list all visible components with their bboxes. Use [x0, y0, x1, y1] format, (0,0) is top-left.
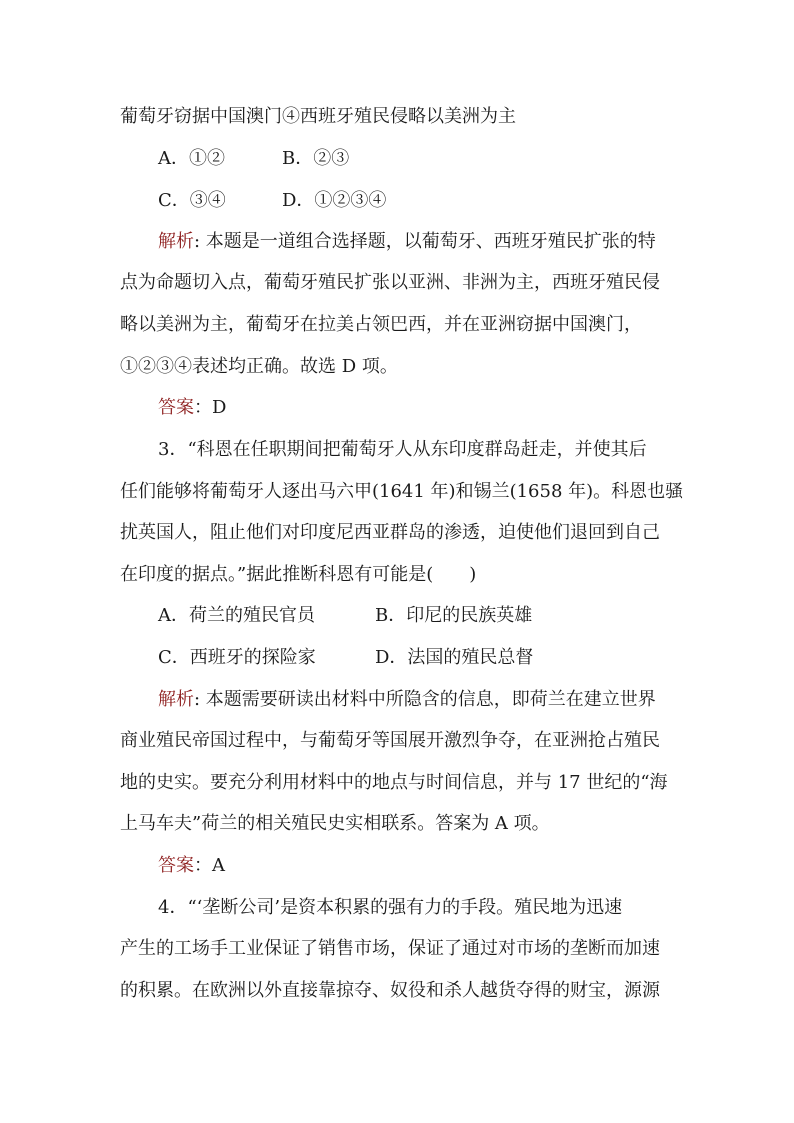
q3-option-c: C．西班牙的探险家: [158, 647, 316, 668]
q3-analysis-text-1: : 本题需要研读出材料中所隐含的信息，即荷兰在建立世界: [194, 689, 656, 710]
q3-analysis-label: 解析: [158, 689, 194, 710]
q3-option-d: D．法国的殖民总督: [375, 647, 534, 668]
q3-answer-label: 答案: [158, 855, 194, 876]
q2-option-c: C．③④: [158, 190, 226, 211]
q3-stem-line-1: 3．“科恩在任职期间把葡萄牙人从东印度群岛赶走，并使其后: [158, 439, 647, 460]
q2-analysis-line-4: ①②③④表述均正确。故选 D 项。: [120, 356, 398, 377]
q3-option-b: B．印尼的民族英雄: [375, 605, 533, 626]
q2-analysis-line-1: [158, 229, 678, 255]
q3-answer-value: ：A: [194, 855, 225, 876]
q3-analysis-line-4: 上马车夫”荷兰的相关殖民史实相联系。答案为 A 项。: [120, 813, 550, 834]
q3-analysis-line-3: 地的史实。要充分利用材料中的地点与时间信息，并与 17 世纪的“海: [120, 772, 668, 793]
q4-stem-line-2: 产生的工场手工业保证了销售市场，保证了通过对市场的垄断而加速: [120, 938, 660, 959]
q3-analysis-line-1: [158, 687, 678, 713]
q3-stem-line-4: 在印度的据点。”据此推断科恩有可能是( ): [120, 564, 477, 585]
q3-option-a: A．荷兰的殖民官员: [158, 605, 315, 626]
q2-analysis-label: 解析: [158, 231, 194, 252]
q2-analysis-line-2: 点为命题切入点，葡萄牙殖民扩张以亚洲、非洲为主，西班牙殖民侵: [120, 272, 660, 293]
q3-analysis-line-2: 商业殖民帝国过程中，与葡萄牙等国展开激烈争夺，在亚洲抢占殖民: [120, 730, 660, 751]
q3-answer: [158, 853, 718, 879]
q4-stem-line-1: 4．“‘垄断公司’是资本积累的强有力的手段。殖民地为迅速: [158, 897, 623, 918]
q2-stem-tail: 葡萄牙窃据中国澳门④西班牙殖民侵略以美洲为主: [120, 106, 516, 127]
q2-answer-label: 答案: [158, 397, 194, 418]
q2-option-a: A．①②: [158, 148, 225, 169]
q2-answer: [158, 395, 718, 421]
q3-stem-line-2: 任们能够将葡萄牙人逐出马六甲(1641 年)和锡兰(1658 年)。科恩也骚: [120, 481, 684, 502]
q2-answer-value: ：D: [194, 397, 227, 418]
q2-analysis-line-3: 略以美洲为主，葡萄牙在拉美占领巴西，并在亚洲窃据中国澳门，: [120, 314, 642, 335]
q3-stem-line-3: 扰英国人，阻止他们对印度尼西亚群岛的渗透，迫使他们退回到自己: [120, 522, 660, 543]
q2-option-b: B．②③: [282, 148, 350, 169]
q2-option-d: D．①②③④: [282, 190, 387, 211]
q2-analysis-text-1: : 本题是一道组合选择题，以葡萄牙、西班牙殖民扩张的特: [194, 231, 656, 252]
q4-stem-line-3: 的积累。在欧洲以外直接靠掠夺、奴役和杀人越货夺得的财宝，源源: [120, 980, 660, 1001]
